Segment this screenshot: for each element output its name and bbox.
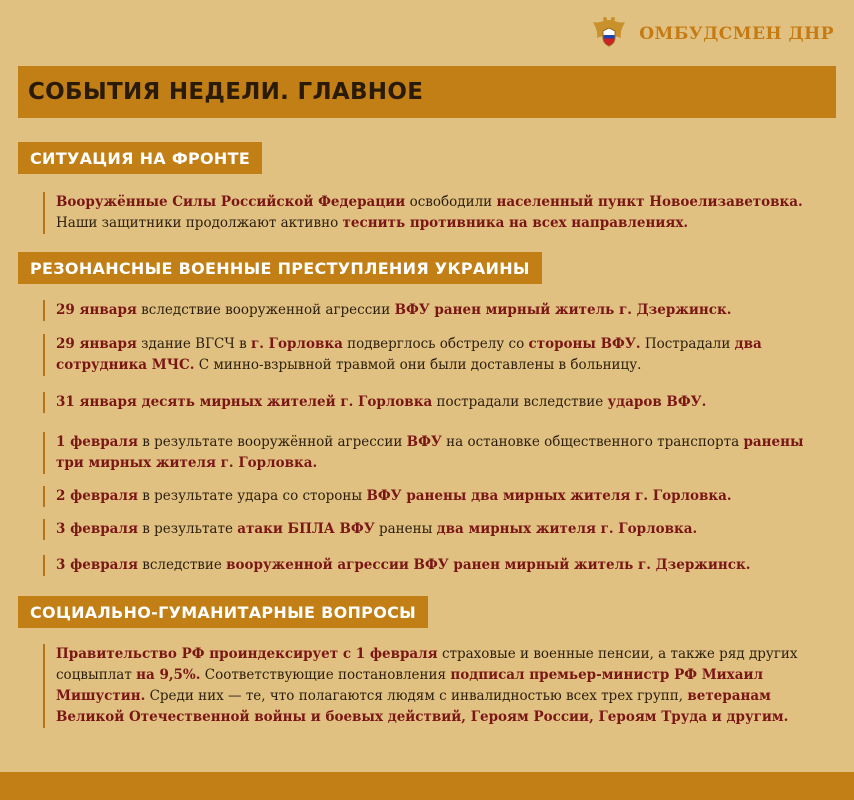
crime-item-1: 29 января вследствие вооруженной агрессии ВФУ ранен мирный житель г. Дзержинск. <box>43 300 833 321</box>
page-title-bar <box>18 66 836 118</box>
crime-item-4: 1 февраля в результате вооружённой агрессии ВФУ на остановке общественного транспорта ранены три мирных жителя г. Горловка. <box>43 432 833 474</box>
brand-logo <box>589 14 834 54</box>
crime-item-2: 29 января здание ВГСЧ в г. Горловка подверглось обстрелу со стороны ВФУ. Пострадали два сотрудника МЧС. С минно-взрывной травмой они были доставлены в больницу. <box>43 334 833 376</box>
brand-name: ОМБУДСМЕН ДНР <box>639 24 834 44</box>
section-heading-front <box>18 142 262 174</box>
front-item: Вооружённые Силы Российской Федерации освободили населенный пункт Новоелизаветовка. Наши защитники продолжают активно теснить противника на всех направлениях. <box>43 192 833 234</box>
section-heading-crimes-label: РЕЗОНАНСНЫЕ ВОЕННЫЕ ПРЕСТУПЛЕНИЯ УКРАИНЫ <box>30 258 530 278</box>
crime-item-5: 2 февраля в результате удара со стороны ВФУ ранены два мирных жителя г. Горловка. <box>43 486 833 507</box>
double-headed-eagle-icon <box>589 14 629 54</box>
section-heading-social-label: СОЦИАЛЬНО-ГУМАНИТАРНЫЕ ВОПРОСЫ <box>30 602 417 622</box>
page-title: СОБЫТИЯ НЕДЕЛИ. ГЛАВНОЕ <box>28 79 424 105</box>
section-heading-front-label: СИТУАЦИЯ НА ФРОНТЕ <box>30 148 251 168</box>
crime-item-6: 3 февраля в результате атаки БПЛА ВФУ ранены два мирных жителя г. Горловка. <box>43 519 833 540</box>
crime-item-3: 31 января десять мирных жителей г. Горловка пострадали вследствие ударов ВФУ. <box>43 392 833 413</box>
crime-item-7: 3 февраля вследствие вооруженной агрессии ВФУ ранен мирный житель г. Дзержинск. <box>43 555 833 576</box>
section-heading-social <box>18 596 428 628</box>
footer-bar <box>0 772 854 800</box>
social-item: Правительство РФ проиндексирует с 1 февраля страховые и военные пенсии, а также ряд других соцвыплат на 9,5%. Соответствующие постановления подписал премьер-министр РФ Михаил Мишустин. Среди них — те, что полагаются людям с инвалидностью всех трех групп, ветеранам Великой Отечественной войны и боевых действий, Героям России, Героям Труда и другим. <box>43 644 833 728</box>
section-heading-crimes <box>18 252 542 284</box>
